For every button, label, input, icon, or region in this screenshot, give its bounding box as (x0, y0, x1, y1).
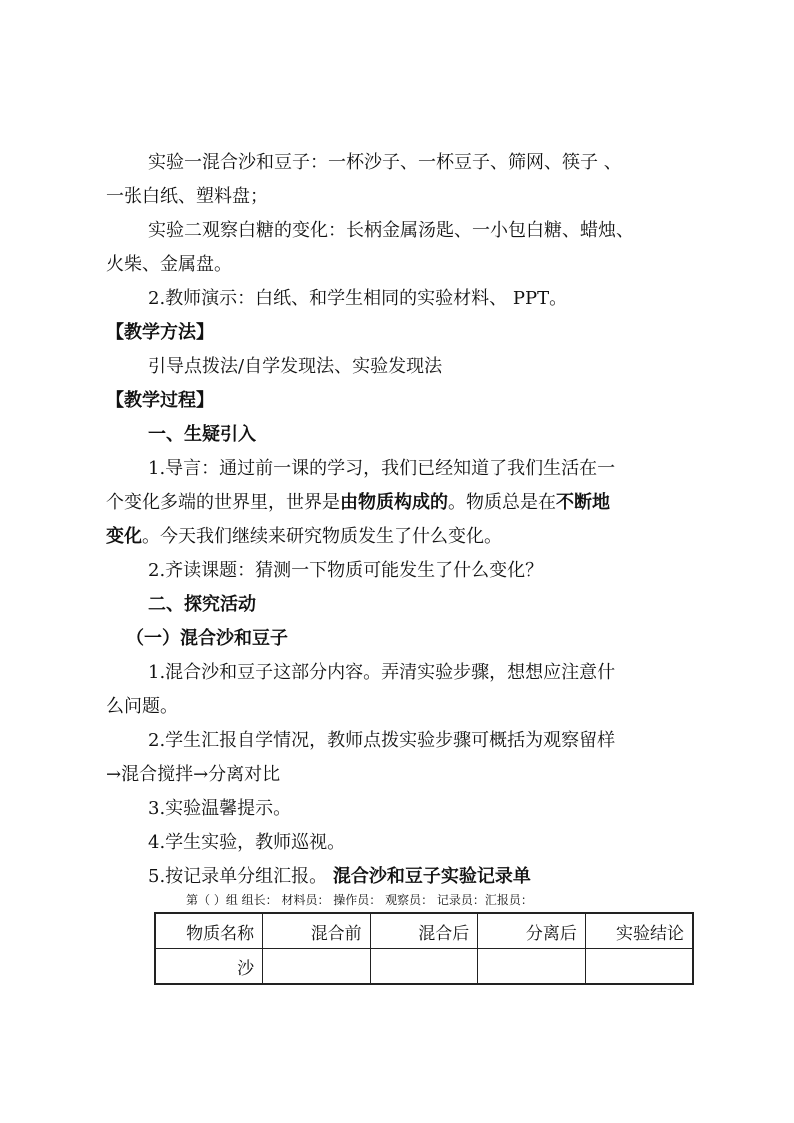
text-span: 。物质总是在 (448, 492, 556, 513)
table-cell (263, 949, 371, 985)
text-line: 1.混合沙和豆子这部分内容。弄清实验步骤，想想应注意什 (148, 662, 616, 683)
text-line: 实验一混合沙和豆子：一杯沙子、一杯豆子、筛网、筷子 、 (148, 152, 622, 173)
group-roles-line: 第（ ）组 组长： 材料员： 操作员： 观察员： 记录员：汇报员： (186, 893, 533, 907)
text-line: 一张白纸、塑料盘； (106, 186, 268, 207)
emphasis-text: 由物质构成的 (340, 492, 448, 513)
column-header: 分离后 (478, 913, 586, 949)
text-line: 实验二观察白糖的变化：长柄金属汤匙、一小包白糖、蜡烛、 (148, 220, 634, 241)
text-line: 1.导言：通过前一课的学习，我们已经知道了我们生活在一 (148, 458, 616, 479)
text-span: 。今天我们继续来研究物质发生了什么变化。 (142, 526, 502, 547)
text-line (148, 864, 531, 890)
emphasis-text: 变化 (106, 526, 142, 547)
text-line (106, 490, 610, 516)
text-line: 4.学生实验，教师巡视。 (148, 832, 346, 853)
table-cell (585, 949, 693, 985)
subsection-heading: 一、生疑引入 (148, 424, 256, 445)
subsection-heading: 二、探究活动 (148, 594, 256, 615)
record-sheet-title: 混合沙和豆子实验记录单 (332, 866, 531, 887)
text-span: 个变化多端的世界里，世界是 (106, 492, 340, 513)
section-heading-process: 【教学过程】 (106, 390, 214, 411)
record-table (154, 912, 694, 985)
text-line: 火柴、金属盘。 (106, 254, 232, 275)
column-header: 混合前 (263, 913, 371, 949)
text-line: 2.教师演示：白纸、和学生相同的实验材料、 PPT。 (148, 288, 568, 309)
text-span: 5.按记录单分组汇报。 (148, 866, 328, 887)
text-line: 2.学生汇报自学情况，教师点拨实验步骤可概括为观察留样 (148, 730, 616, 751)
text-line: 么问题。 (106, 696, 178, 717)
emphasis-text: 不断地 (556, 492, 610, 513)
column-header: 混合后 (370, 913, 478, 949)
text-line: 引导点拨法/自学发现法、实验发现法 (148, 356, 443, 377)
text-line: 2.齐读课题：猜测一下物质可能发生了什么变化？ (148, 560, 544, 581)
table-header-row (155, 913, 693, 949)
text-line: →混合搅拌→分离对比 (106, 764, 281, 785)
subsection-heading: （一）混合沙和豆子 (126, 628, 288, 649)
section-heading-method: 【教学方法】 (106, 322, 214, 343)
table-cell (370, 949, 478, 985)
table-cell (478, 949, 586, 985)
text-line (106, 524, 502, 550)
table-cell: 沙 (155, 949, 263, 985)
column-header: 物质名称 (155, 913, 263, 949)
table-row (155, 949, 693, 985)
column-header: 实验结论 (585, 913, 693, 949)
text-line: 3.实验温馨提示。 (148, 798, 292, 819)
